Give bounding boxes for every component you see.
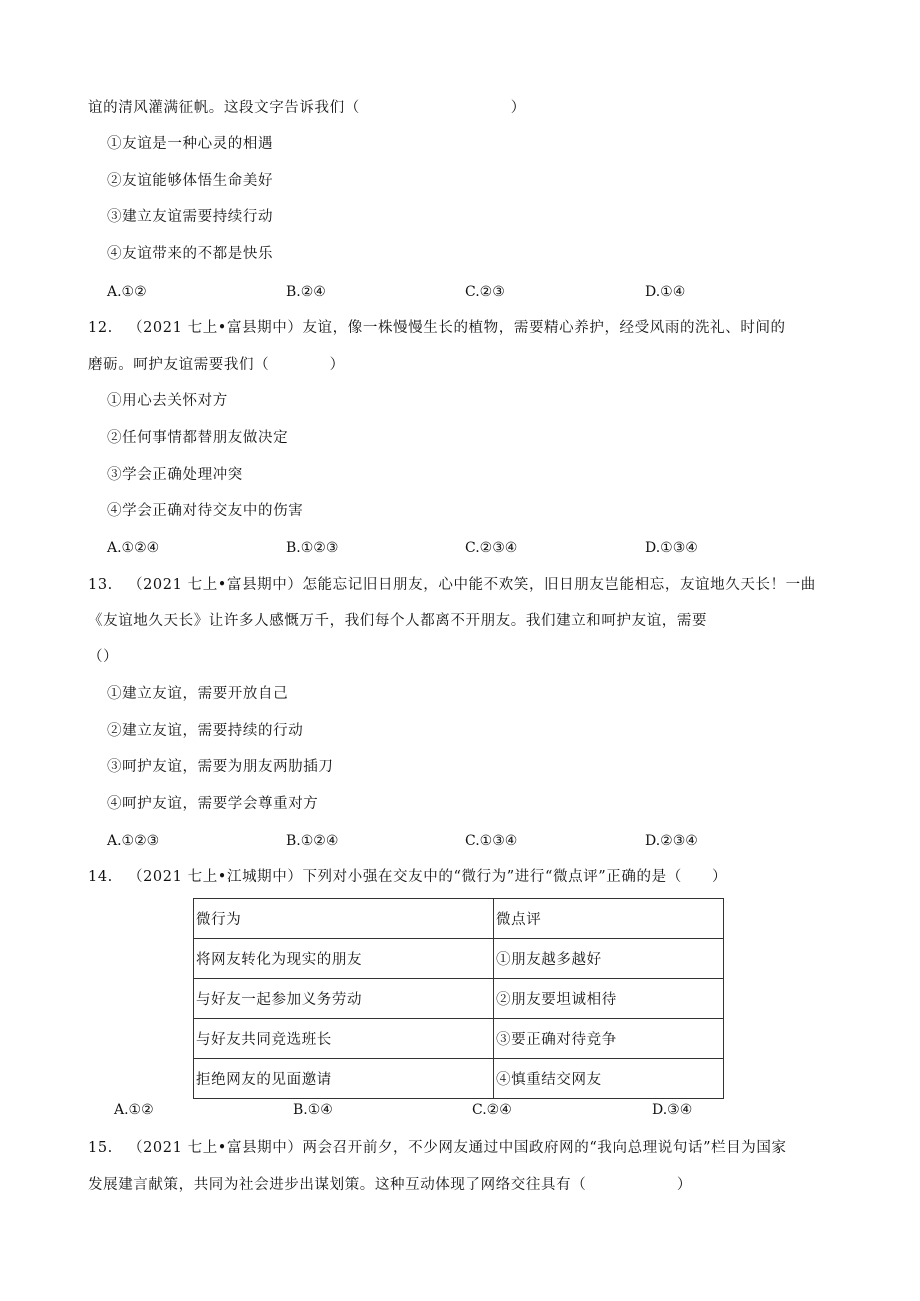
- q11-choice-c[interactable]: C.②③: [465, 284, 505, 300]
- q13-option-2: ②建立友谊，需要持续的行动: [107, 723, 304, 739]
- q14-behavior-comment-table: [193, 898, 724, 1099]
- q13-number: 13.: [88, 577, 113, 593]
- q11-choice-b[interactable]: B.②④: [286, 284, 326, 300]
- q15-stem-text: （2021 七上•富县期中）两会召开前夕，不少网友通过中国政府网的“我向总理说句话”栏目为国家: [128, 1140, 787, 1156]
- q13-option-4: ④呵护友谊，需要学会尊重对方: [107, 796, 319, 812]
- q13-stem-line-1: [88, 575, 816, 595]
- q12-stem-line-1: [88, 318, 786, 338]
- q12-choices: [107, 538, 807, 558]
- q12-option-4: ④学会正确对待交友中的伤害: [107, 503, 304, 519]
- q11-option-1: ①友谊是一种心灵的相遇: [107, 136, 274, 152]
- table-cell-behavior: 拒绝网友的见面邀请: [194, 1059, 494, 1099]
- q11-stem-tail: 谊的清风灌满征帆。这段文字告诉我们（ ）: [88, 100, 526, 116]
- table-cell-comment: ③要正确对待竞争: [494, 1019, 724, 1059]
- q12-option-2: ②任何事情都替朋友做决定: [107, 430, 289, 446]
- q13-stem-text: （2021 七上•富县期中）怎能忘记旧日朋友，心中能不欢笑，旧日朋友岂能相忘，友谊地久天长！一曲: [128, 577, 816, 593]
- q12-stem-text: （2021 七上•富县期中）友谊，像一株慢慢生长的植物，需要精心养护，经受风雨的洗礼、时间的: [128, 320, 786, 336]
- q13-choice-a[interactable]: A.①②③: [107, 833, 160, 849]
- table-cell-comment: ④慎重结交网友: [494, 1059, 724, 1099]
- q13-choice-d[interactable]: D.②③④: [645, 833, 698, 849]
- q11-option-4: ④友谊带来的不都是快乐: [107, 246, 274, 262]
- q11-option-3: ③建立友谊需要持续行动: [107, 209, 274, 225]
- q12-choice-b[interactable]: B.①②③: [286, 540, 339, 556]
- q11-choice-d[interactable]: D.①④: [645, 284, 686, 300]
- table-cell-comment: ①朋友越多越好: [494, 939, 724, 979]
- table-header-row: [194, 899, 724, 939]
- q12-choice-d[interactable]: D.①③④: [645, 540, 698, 556]
- q15-number: 15.: [88, 1140, 113, 1156]
- q11-choices: [107, 282, 807, 302]
- table-cell-behavior: 与好友共同竞选班长: [194, 1019, 494, 1059]
- q13-choices: [107, 831, 807, 851]
- q13-option-3: ③呵护友谊，需要为朋友两肋插刀: [107, 759, 334, 775]
- q12-option-1: ①用心去关怀对方: [107, 393, 228, 409]
- table-row: [194, 979, 724, 1019]
- q13-option-1: ①建立友谊，需要开放自己: [107, 686, 289, 702]
- q13-stem-line-3: （）: [88, 649, 119, 665]
- q14-choices: [114, 1100, 814, 1120]
- q15-stem-line-1: [88, 1138, 787, 1158]
- table-cell-comment: ②朋友要坦诚相待: [494, 979, 724, 1019]
- table-row: [194, 1059, 724, 1099]
- q14-choice-c[interactable]: C.②④: [472, 1102, 512, 1118]
- q11-choice-a[interactable]: A.①②: [107, 284, 147, 300]
- q13-stem-line-2: 《友谊地久天长》让许多人感慨万千，我们每个人都离不开朋友。我们建立和呵护友谊，需要: [88, 613, 708, 629]
- q11-option-2: ②友谊能够体悟生命美好: [107, 173, 274, 189]
- q14-stem-text: （2021 七上•江城期中）下列对小强在交友中的“微行为”进行“微点评”正确的是（ ）: [128, 869, 728, 885]
- q13-choice-c[interactable]: C.①③④: [465, 833, 518, 849]
- table-cell-behavior: 与好友一起参加义务劳动: [194, 979, 494, 1019]
- q12-choice-a[interactable]: A.①②④: [107, 540, 160, 556]
- q14-choice-b[interactable]: B.①④: [293, 1102, 333, 1118]
- table-row: [194, 1019, 724, 1059]
- q12-stem-line-2: 磨砺。呵护友谊需要我们（ ）: [88, 357, 345, 373]
- table-header-comment: 微点评: [494, 899, 724, 939]
- q14-stem-line-1: [88, 867, 727, 887]
- q13-choice-b[interactable]: B.①②④: [286, 833, 339, 849]
- q12-option-3: ③学会正确处理冲突: [107, 467, 243, 483]
- q14-choice-a[interactable]: A.①②: [114, 1102, 154, 1118]
- table-row: [194, 939, 724, 979]
- table-cell-behavior: 将网友转化为现实的朋友: [194, 939, 494, 979]
- q12-choice-c[interactable]: C.②③④: [465, 540, 518, 556]
- table-header-behavior: 微行为: [194, 899, 494, 939]
- q14-number: 14.: [88, 869, 113, 885]
- q15-stem-line-2: 发展建言献策，共同为社会进步出谋划策。这种互动体现了网络交往具有（ ）: [88, 1177, 692, 1193]
- q14-choice-d[interactable]: D.③④: [652, 1102, 693, 1118]
- q12-number: 12.: [88, 320, 113, 336]
